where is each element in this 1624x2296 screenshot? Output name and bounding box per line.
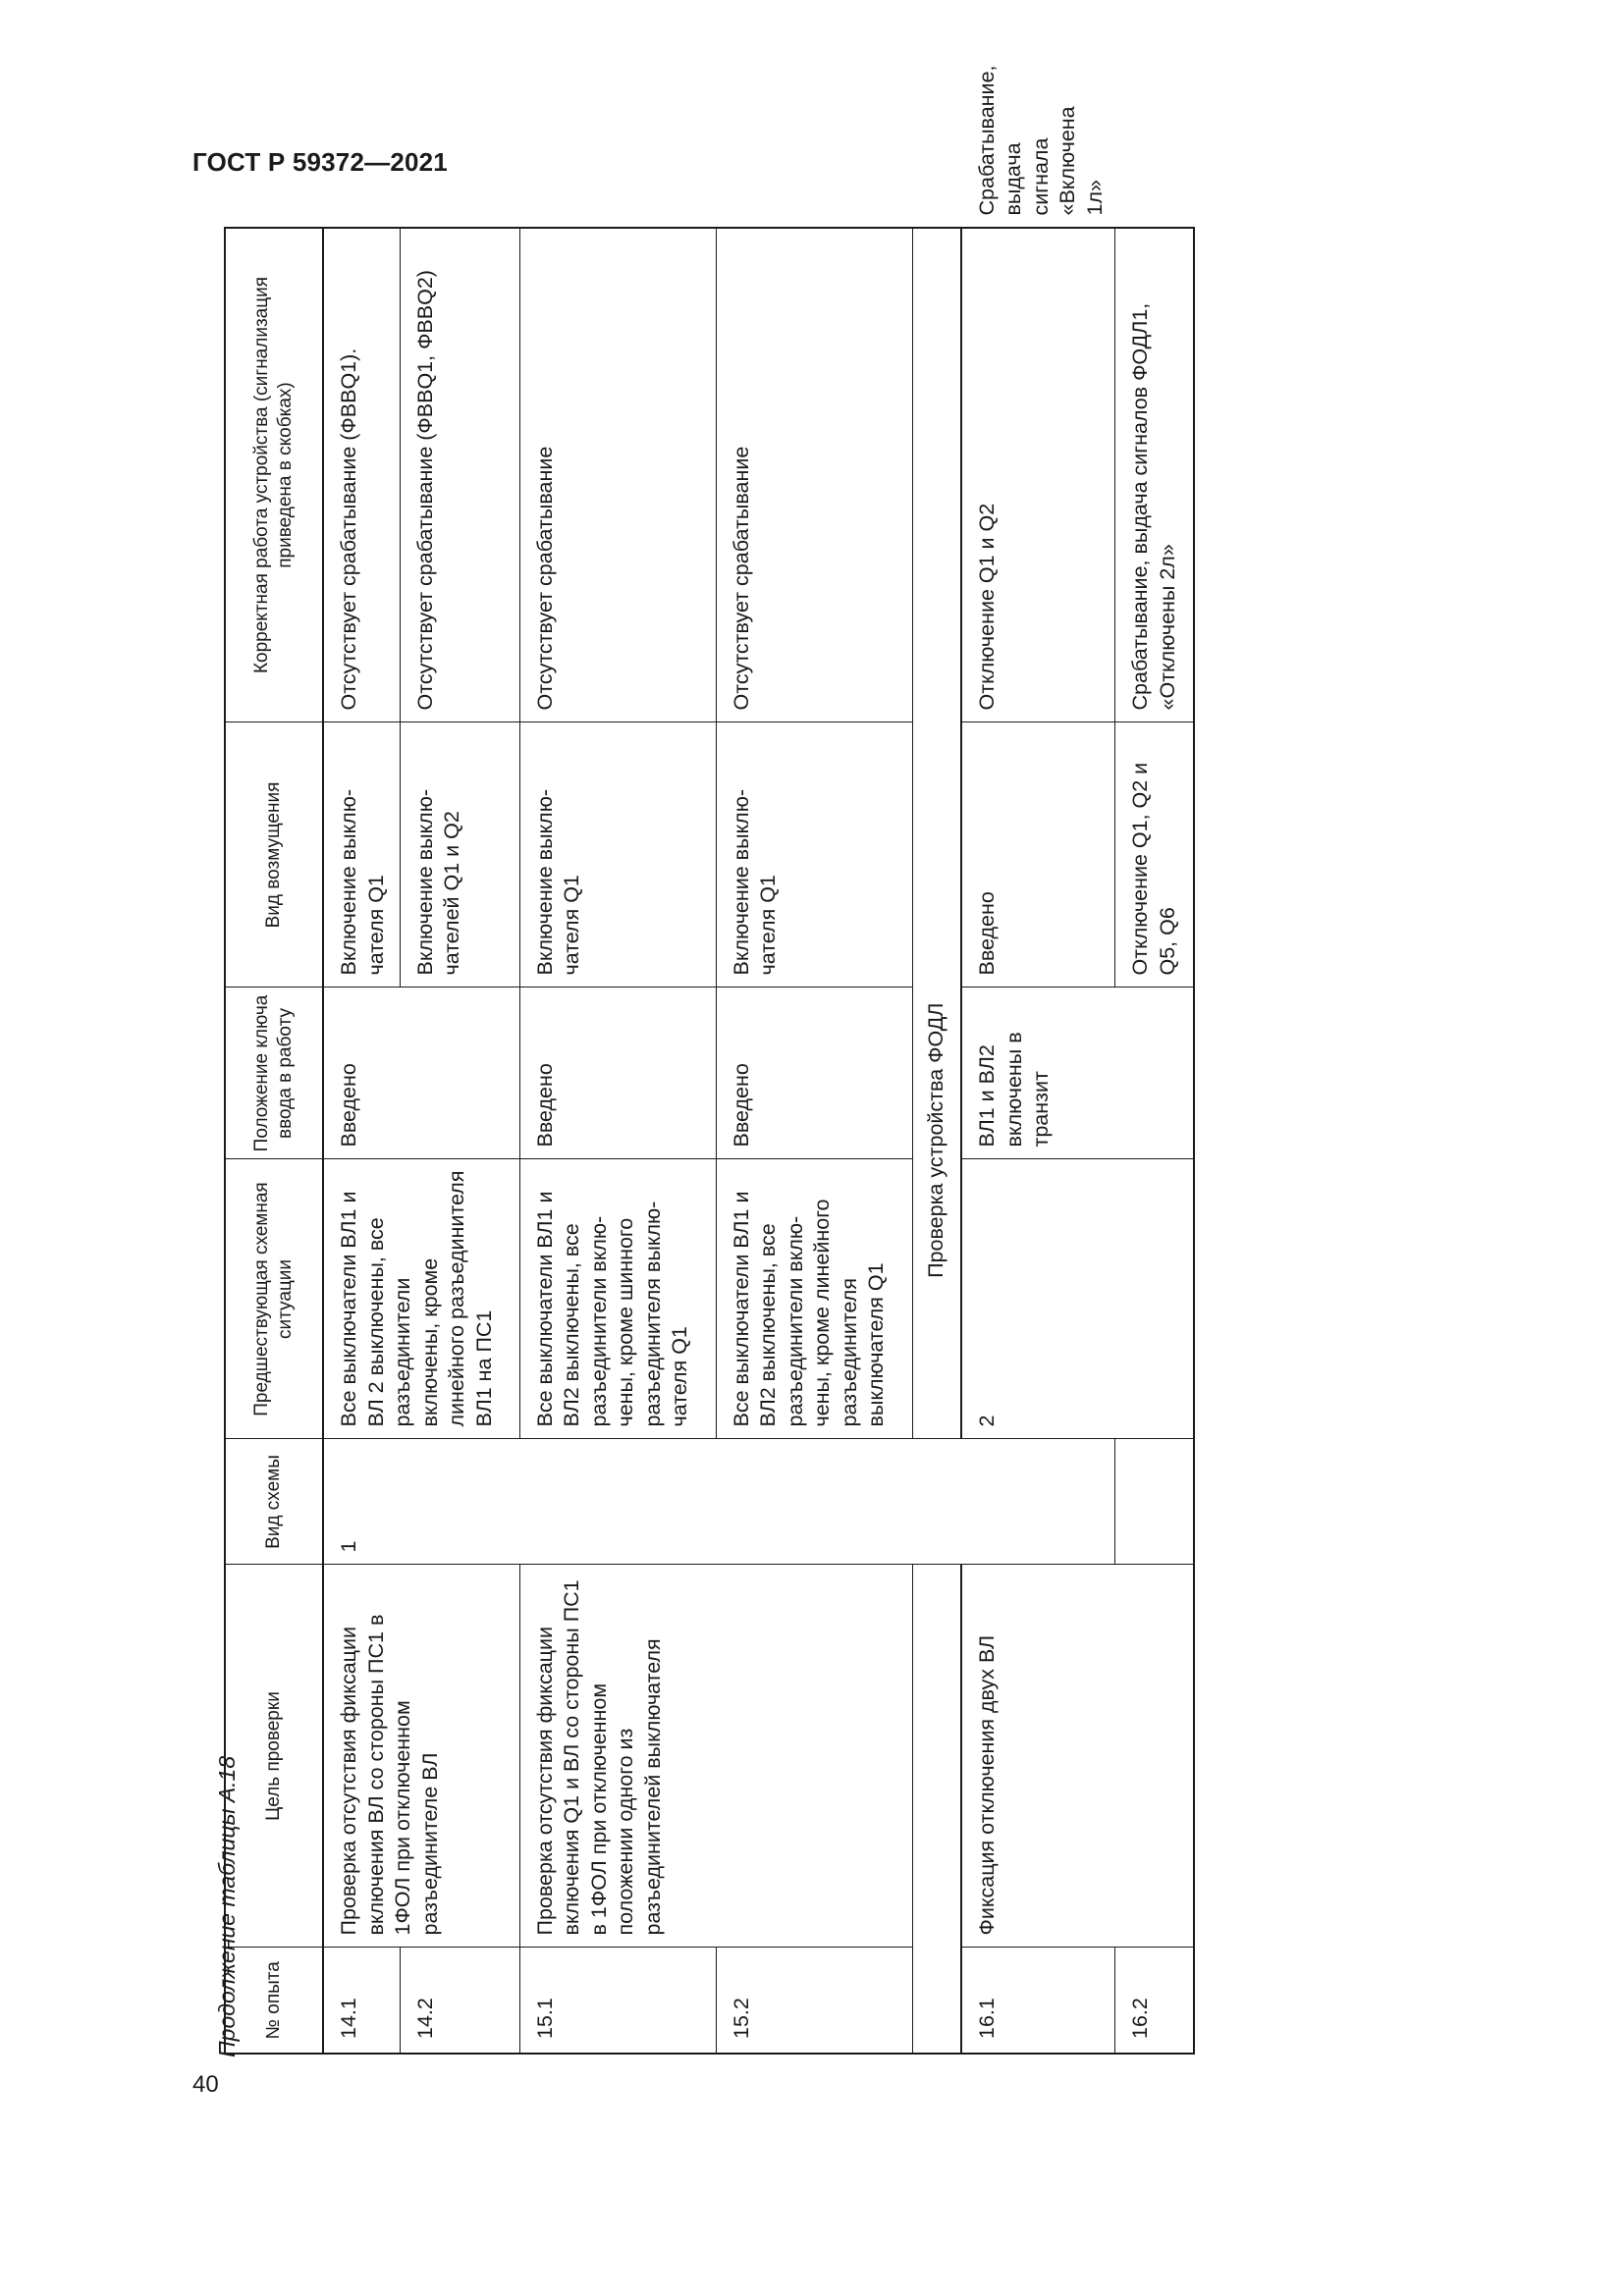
cell-disturbance: Отключение Q1, Q2 и Q5, Q6 xyxy=(1115,722,1194,988)
col-header-prior: Предшествующая схемная ситуации xyxy=(225,1159,323,1439)
table-row xyxy=(912,228,961,2054)
table-header-row xyxy=(225,228,323,2054)
col-header-correct: Корректная работа устройства (сигнализация приведена в скобках) xyxy=(225,228,323,722)
col-header-num: № опыта xyxy=(225,1948,323,2054)
cell-num: 15.1 xyxy=(519,1948,716,2054)
col-header-disturbance: Вид возмущения xyxy=(225,722,323,988)
cell-correct: Срабатывание, выдача сигналов ФОДЛ1, «Отключены 2л» xyxy=(1115,228,1194,722)
cell-scheme: 1 xyxy=(323,1439,1115,1565)
table-row xyxy=(323,228,400,2054)
page-number: 40 xyxy=(192,2071,219,2098)
cell-key-empty xyxy=(1115,1439,1194,1565)
cell-prior: Все выключатели ВЛ1 и ВЛ2 выключены, все разъединители включены, кроме линейного разъединителя выключателя Q1 xyxy=(716,1159,912,1439)
document-header: ГОСТ Р 59372—2021 xyxy=(192,147,448,177)
cell-key: Введено xyxy=(519,988,716,1159)
cell-goal: Проверка отсутствия фиксации включения Q1 и ВЛ со стороны ПС1 в 1ФОЛ при отключенном положении одного из разъединителей выключателя xyxy=(519,1565,912,1948)
cell-num: 16.1 xyxy=(961,1948,1115,2054)
cell-disturbance: Включение выключателя Q1 xyxy=(519,722,716,988)
cell-disturbance: Включение выключателя Q1 xyxy=(323,722,400,988)
cell-disturbance: Включение выключателя Q1 xyxy=(716,722,912,988)
cell-scheme: 2 xyxy=(961,1159,1194,1439)
col-header-scheme: Вид схемы xyxy=(225,1439,323,1565)
cell-key: Введено xyxy=(961,722,1115,988)
cell-key: Введено xyxy=(716,988,912,1159)
cell-prior: ВЛ1 и ВЛ2 включены в транзит xyxy=(961,988,1194,1159)
col-header-key: Положение ключа ввода в работу xyxy=(225,988,323,1159)
cell-correct: Отсутствует срабатывание (ФВВQ1). xyxy=(323,228,400,722)
cell-prior: Все выключатели ВЛ1 и ВЛ 2 выключены, все разъединители включены, кроме линейного разъединителя ВЛ1 на ПС1 xyxy=(323,1159,519,1439)
cell-key: Введено xyxy=(323,988,519,1159)
col-header-goal: Цель проверки xyxy=(225,1565,323,1948)
cell-correct: Отсутствует срабатывание xyxy=(716,228,912,722)
section-title: Проверка устройства ФОДЛ xyxy=(912,228,961,2054)
cell-correct: Отсутствует срабатывание (ФВВQ1, ФВВQ2) xyxy=(400,228,519,722)
cell-num: 14.1 xyxy=(323,1948,400,2054)
table-row xyxy=(519,228,716,2054)
cell-num: 16.2 xyxy=(1115,1948,1194,2054)
cell-correct: Отсутствует срабатывание xyxy=(519,228,716,722)
cell-disturbance: Отключение Q1 и Q2 xyxy=(961,228,1115,722)
cell-goal: Фиксация отключения двух ВЛ xyxy=(961,1565,1194,1948)
table-caption: Продолжение таблицы А.18 xyxy=(214,1755,240,2057)
table-row: 16.1 Фиксация отключения двух ВЛ 2 ВЛ1 и ВЛ2 включены в транзит Введено Отключение Q1 и Q2 Срабатывание, выдача сигнала «Включена 1л» xyxy=(961,228,1115,2054)
cell-prior: Все выключатели ВЛ1 и ВЛ2 выключены, все разъединители включены, кроме шинного разъединителя выключателя Q1 xyxy=(519,1159,716,1439)
cell-num: 15.2 xyxy=(716,1948,912,2054)
cell-num: 14.2 xyxy=(400,1948,519,2054)
cell-goal: Проверка отсутствия фиксации включения ВЛ со стороны ПС1 в 1ФОЛ при отключенном разъединителе ВЛ xyxy=(323,1565,519,1948)
cell-disturbance: Включение выключателей Q1 и Q2 xyxy=(400,722,519,988)
